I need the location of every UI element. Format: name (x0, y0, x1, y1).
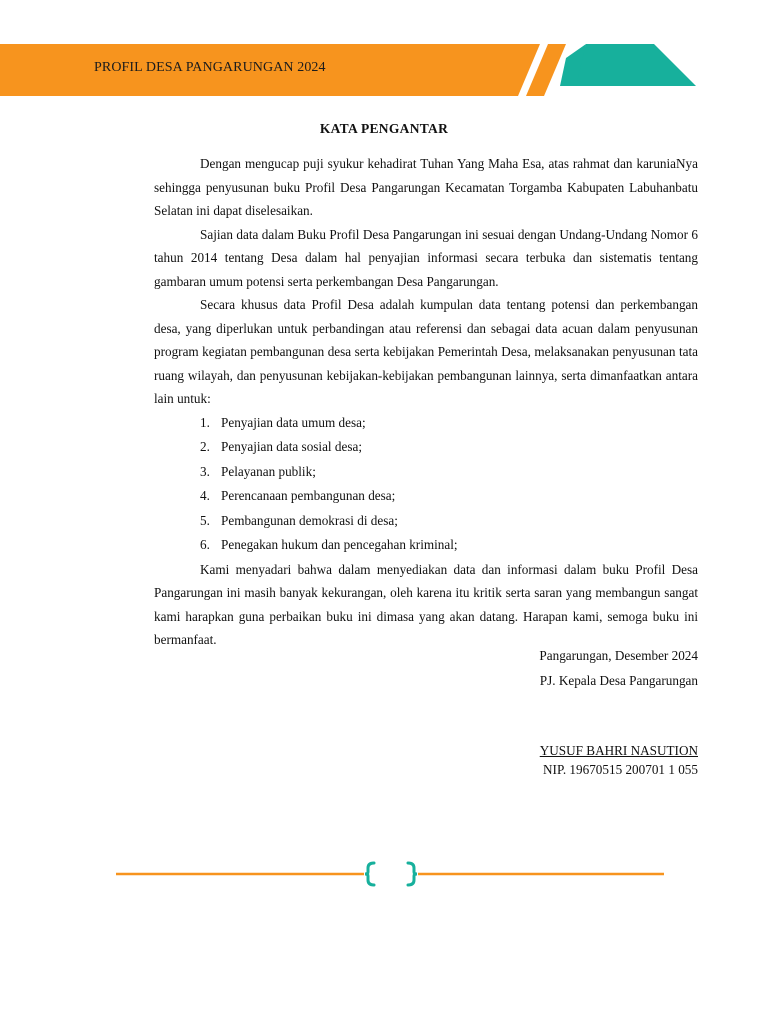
list-item (154, 509, 698, 534)
list-item-number: 3. (200, 463, 210, 479)
list-item (154, 411, 698, 436)
document-body (154, 152, 698, 652)
signature-position: PJ. Kepala Desa Pangarungan (539, 673, 698, 688)
list-item (154, 484, 698, 509)
header-teal-accent (574, 44, 696, 86)
signature-place-date: Pangarungan, Desember 2024 (539, 648, 698, 663)
signature-nip: NIP. 19670515 200701 1 055 (543, 762, 698, 777)
footer-right-brace-icon (408, 863, 417, 885)
list-item-text: Penegakan hukum dan pencegahan kriminal; (221, 537, 458, 552)
list-item-number: 1. (200, 414, 210, 430)
list-item-text: Perencanaan pembangunan desa; (221, 488, 396, 503)
list-item-text: Penyajian data umum desa; (221, 414, 366, 430)
list-item-text: Penyajian data sosial desa; (221, 439, 362, 454)
list-item-number: 4. (200, 488, 210, 503)
footer-left-brace-icon (365, 863, 374, 885)
footer-divider (116, 860, 664, 890)
closing-paragraph: Kami menyadari bahwa dalam menyediakan data dan informasi dalam buku Profil Desa Pangarungan ini masih banyak kekurangan, oleh karena itu kritik serta saran yang membangun sangat kami harapkan guna perbaikan buku ini dimasa yang akan datang. Harapan kami, semoga buku ini bermanfaat. (154, 561, 698, 647)
list-item-text: Pembangunan demokrasi di desa; (221, 512, 398, 528)
list-item-number: 5. (200, 512, 210, 528)
paragraph-2: Sajian data dalam Buku Profil Desa Pangarungan ini sesuai dengan Undang-Undang Nomor 6 tahun 2014 tentang Desa dalam hal penyajian informasi secara terbuka dan sistematis tentang gambaran umum potensi serta perkembangan Desa Pangarungan. (154, 226, 698, 289)
list-item (154, 460, 698, 485)
list-item-number: 2. (200, 439, 210, 454)
list-item (154, 435, 698, 460)
list-item-text: Pelayanan publik; (221, 463, 316, 479)
page-heading: KATA PENGANTAR (319, 121, 449, 136)
signature-name: YUSUF BAHRI NASUTION (539, 743, 698, 758)
list-item-number: 6. (200, 537, 210, 552)
header-title: PROFIL DESA PANGARUNGAN 2024 (94, 60, 326, 75)
paragraph-3: Secara khusus data Profil Desa adalah kumpulan data tentang potensi dan perkembangan desa, yang diperlukan untuk perbandingan atau referensi dan sebagai data acuan dalam penyusunan program kegiatan pembangunan desa serta kebijakan Pemerintah Desa, melaksanakan penyusunan tata ruang wilayah, dan penyusunan kebijakan-kebijakan pembangunan lainnya, serta dimanfaatkan antara lain untuk: (154, 297, 698, 406)
paragraph-1: Dengan mengucap puji syukur kehadirat Tuhan Yang Maha Esa, atas rahmat dan karuniaNya sehingga penyusunan buku Profil Desa Pangarungan Kecamatan Torgamba Kabupaten Labuhanbatu Selatan ini dapat diselesaikan. (154, 156, 698, 218)
list-item (154, 533, 698, 558)
usage-list (154, 411, 698, 558)
